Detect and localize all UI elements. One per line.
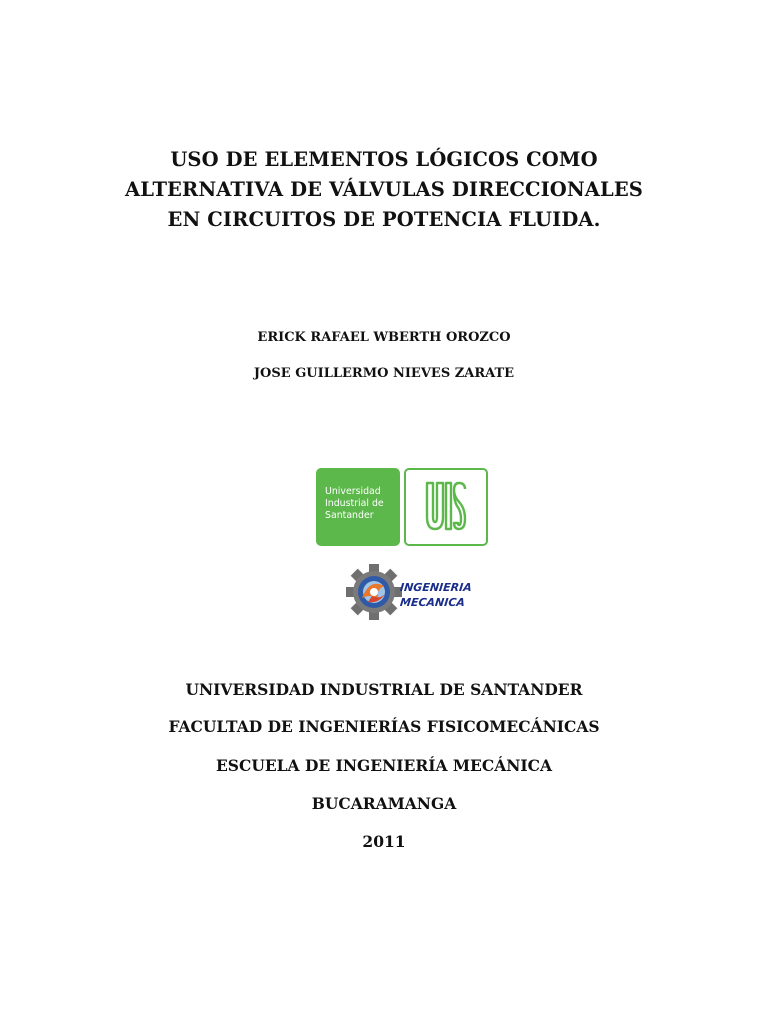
title-line-3: EN CIRCUITOS DE POTENCIA FLUIDA.	[167, 208, 601, 231]
gear-icon	[346, 560, 406, 626]
mecanica-text: MECANICA	[399, 596, 466, 609]
document-title	[0, 145, 768, 235]
faculty-name: FACULTAD DE INGENIERÍAS FISICOMECÁNICAS	[168, 717, 600, 736]
uis-monogram-box	[404, 468, 488, 546]
uis-monogram-icon	[424, 479, 468, 535]
uis-logo	[316, 468, 488, 546]
uis-logo-text	[325, 486, 384, 522]
uis-logo-text-box	[316, 468, 400, 546]
school-name: ESCUELA DE INGENIERÍA MECÁNICA	[215, 756, 553, 775]
city-name: BUCARAMANGA	[311, 794, 457, 813]
publication-year: 2011	[362, 832, 406, 851]
ingenieria-mecanica-logo	[346, 560, 473, 626]
title-line-1: USO DE ELEMENTOS LÓGICOS COMO	[170, 148, 598, 171]
uis-logo-line-2: Industrial de	[325, 498, 384, 509]
university-name: UNIVERSIDAD INDUSTRIAL DE SANTANDER	[185, 680, 583, 699]
uis-logo-line-3: Santander	[325, 510, 374, 521]
ingenieria-text: INGENIERIA	[399, 581, 473, 594]
author-1: ERICK RAFAEL WBERTH OROZCO	[257, 330, 511, 345]
uis-logo-line-1: Universidad	[325, 486, 381, 497]
title-line-2: ALTERNATIVA DE VÁLVULAS DIRECCIONALES	[125, 178, 643, 201]
author-2: JOSE GUILLERMO NIEVES ZARATE	[253, 366, 515, 381]
